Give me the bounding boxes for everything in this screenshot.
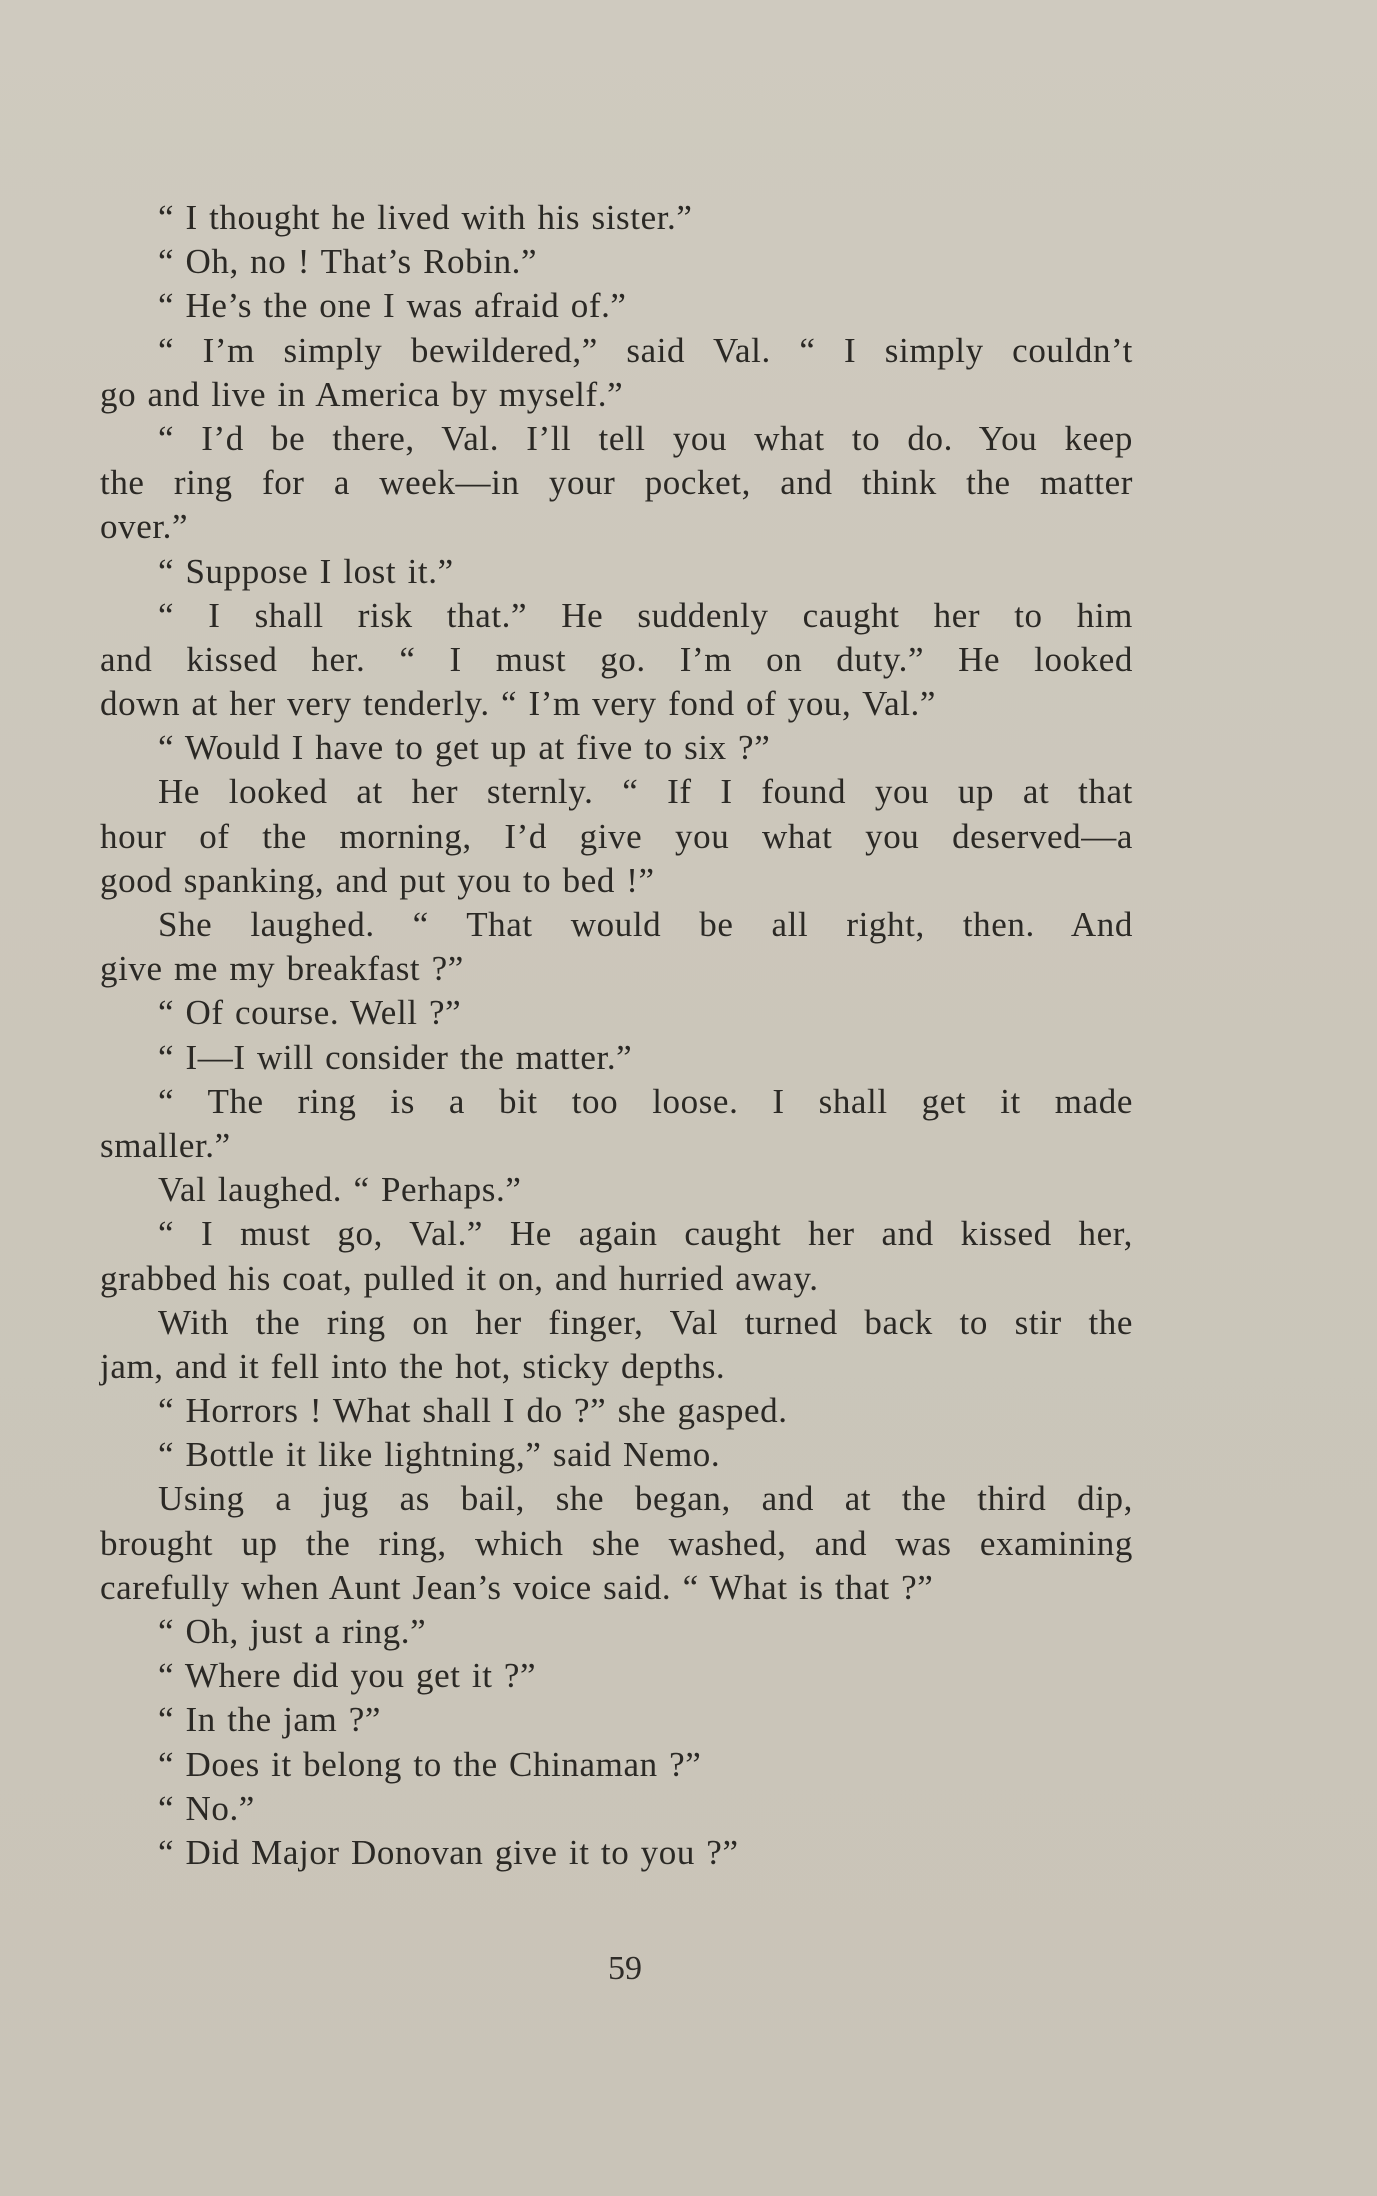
body-text	[100, 196, 1133, 1875]
text-line: “ Horrors ! What shall I do ?” she gasped.	[158, 1391, 788, 1431]
text-line: and kissed her. “ I must go. I’m on duty.” He looked	[100, 639, 1133, 679]
text-line: “ Did Major Donovan give it to you ?”	[158, 1832, 739, 1872]
text-line: “ Of course. Well ?”	[158, 993, 462, 1033]
text-line: down at her very tenderly. “ I’m very fond of you, Val.”	[100, 684, 937, 724]
text-line: “ I—I will consider the matter.”	[158, 1037, 633, 1077]
text-line: go and live in America by myself.”	[100, 374, 624, 414]
text-line: “ Would I have to get up at five to six ?”	[158, 728, 771, 768]
text-line: She laughed. “ That would be all right, then. And	[158, 905, 1133, 944]
text-line: brought up the ring, which she washed, and was examining	[100, 1523, 1133, 1563]
text-line: With the ring on her finger, Val turned back to stir the	[158, 1302, 1133, 1342]
text-line: “ Bottle it like lightning,” said Nemo.	[158, 1435, 721, 1475]
text-line: over.”	[100, 507, 189, 547]
text-line: Using a jug as bail, she began, and at the third dip,	[158, 1479, 1133, 1519]
text-line: “ Suppose I lost it.”	[158, 551, 454, 591]
text-line: “ No.”	[158, 1788, 255, 1828]
text-line: jam, and it fell into the hot, sticky depths.	[100, 1346, 726, 1386]
text-line: “ I’m simply bewildered,” said Val. “ I simply couldn’t	[158, 330, 1133, 370]
text-line: “ He’s the one I was afraid of.”	[158, 286, 627, 326]
text-line: “ In the jam ?”	[158, 1700, 382, 1740]
text-line: He looked at her sternly. “ If I found you up at that	[158, 772, 1133, 812]
text-line: smaller.”	[100, 1125, 231, 1165]
text-line: the ring for a week—in your pocket, and think the matter	[100, 463, 1133, 503]
text-line: “ I shall risk that.” He suddenly caught her to him	[158, 595, 1133, 635]
text-line: “ I must go, Val.” He again caught her and kissed her,	[158, 1214, 1133, 1254]
text-line: “ I’d be there, Val. I’ll tell you what to do. You keep	[158, 418, 1133, 458]
page-number: 59	[608, 1950, 642, 1987]
text-line: Val laughed. “ Perhaps.”	[158, 1170, 522, 1210]
text-line: hour of the morning, I’d give you what you deserved—a	[100, 816, 1133, 856]
text-line: “ Does it belong to the Chinaman ?”	[158, 1744, 702, 1784]
text-line: “ I thought he lived with his sister.”	[158, 198, 693, 237]
text-line: “ The ring is a bit too loose. I shall get it made	[158, 1081, 1133, 1121]
text-line: “ Oh, no ! That’s Robin.”	[158, 242, 538, 282]
text-line: grabbed his coat, pulled it on, and hurried away.	[100, 1258, 819, 1298]
text-line: carefully when Aunt Jean’s voice said. “ What is that ?”	[100, 1567, 934, 1607]
text-line: good spanking, and put you to bed !”	[100, 860, 655, 900]
text-line: give me my breakfast ?”	[100, 949, 464, 989]
text-line: “ Where did you get it ?”	[158, 1656, 537, 1696]
text-line: “ Oh, just a ring.”	[158, 1612, 427, 1651]
